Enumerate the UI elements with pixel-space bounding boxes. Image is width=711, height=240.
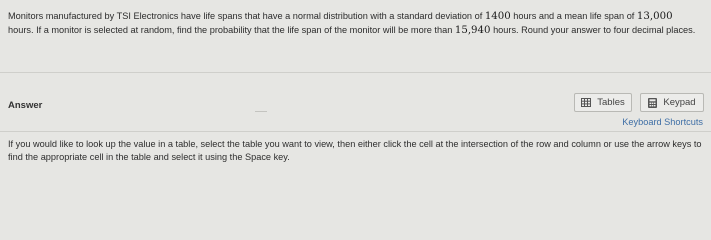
- mean-value: 13,000: [636, 11, 673, 22]
- keyboard-shortcuts-link[interactable]: Keyboard Shortcuts: [622, 117, 703, 127]
- help-text: If you would like to look up the value in a table, select the table you want to view, then either click the cell at the intersection of the row and column or use the arrow keys to find the appropriate cell in the table and select it using the Space key.: [8, 139, 702, 162]
- tables-label: Tables: [597, 97, 625, 108]
- question-part-1: Monitors manufactured by TSI Electronics have life spans that have a normal distribution with a standard deviation of: [8, 11, 485, 21]
- keypad-button[interactable]: [640, 93, 704, 112]
- question-part-2: hours and a mean life span of: [510, 11, 637, 21]
- question-part-3: hours. If a monitor is selected at random, find the probability that the life span of the monitor will be more than: [8, 24, 455, 35]
- divider-bottom: [0, 131, 711, 132]
- keypad-label: Keypad: [663, 97, 696, 108]
- std-dev-value: 1400: [484, 11, 511, 22]
- question-part-4: hours. Round your answer to four decimal places.: [490, 24, 696, 35]
- tables-button[interactable]: [574, 93, 632, 112]
- threshold-value: 15,940: [454, 24, 491, 36]
- calculator-icon: [648, 98, 657, 108]
- answer-label: Answer: [8, 100, 43, 111]
- divider-top: [0, 72, 711, 73]
- question-text: [8, 10, 698, 37]
- answer-input-line[interactable]: [255, 111, 267, 112]
- table-icon: [581, 98, 591, 107]
